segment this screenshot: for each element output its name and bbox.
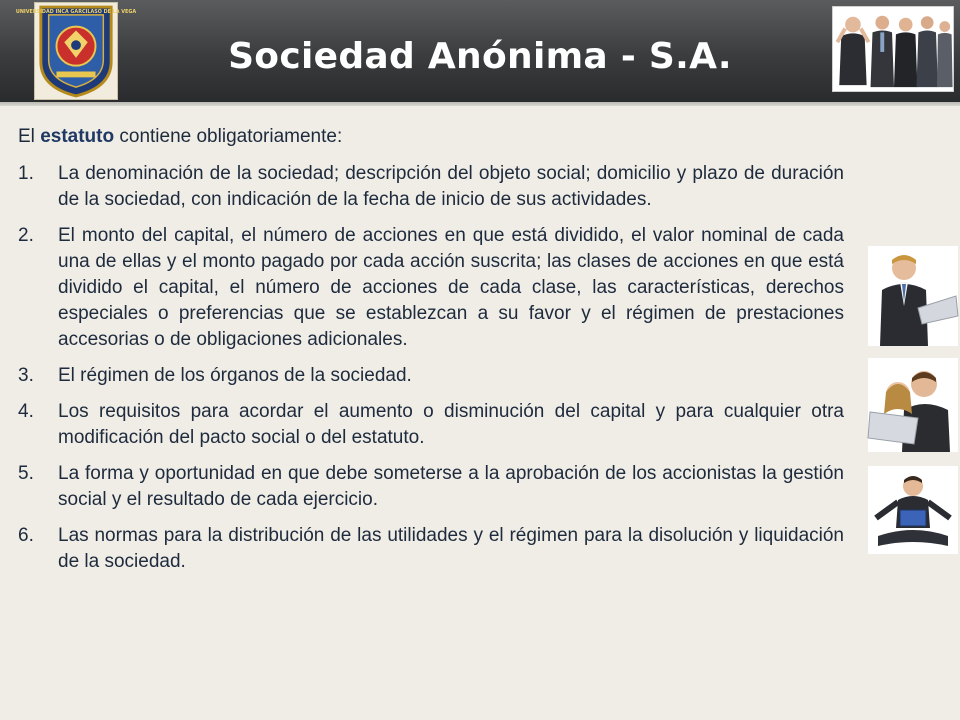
list-item-text: El monto del capital, el número de acciones en que está dividido, el valor nominal de cada una de ellas y el monto pagado por cada acción suscrita; las clases de acciones en que está dividido el capital, el número de acciones de cada clase, las características, derechos especiales o preferencias que se establezcan a su favor y el régimen de prestaciones accesorias o de obligaciones adicionales.: [58, 225, 844, 350]
list-item: [18, 363, 844, 389]
man-with-laptop-photo: [868, 246, 958, 346]
list-item-number: 5.: [18, 463, 34, 484]
list-item-text: Los requisitos para acordar el aumento o disminución del capital y para cualquier otra modificación del pacto social o del estatuto.: [58, 401, 844, 448]
header-divider: [0, 102, 960, 106]
page-title: Sociedad Anónima - S.A.: [228, 36, 732, 77]
list-item: [18, 523, 844, 575]
list-item-number: 6.: [18, 525, 34, 546]
list-item-number: 1.: [18, 163, 34, 184]
intro-text: El estatuto contiene obligatoriamente:: [18, 126, 343, 147]
list-item-number: 3.: [18, 365, 34, 386]
keyword-estatuto: estatuto: [40, 126, 115, 147]
list-item: [18, 223, 844, 353]
man-sitting-with-laptop-photo: [868, 466, 958, 554]
list-item-number: 2.: [18, 225, 34, 246]
list-item-text: La forma y oportunidad en que debe someterse a la aprobación de los accionistas la gestión social y el resultado de cada ejercicio.: [58, 463, 844, 510]
university-logo: [15, 2, 137, 100]
list-item-number: 4.: [18, 401, 34, 422]
list-item-text: El régimen de los órganos de la sociedad.: [58, 365, 412, 386]
list-item-text: Las normas para la distribución de las utilidades y el régimen para la disolución y liquidación de la sociedad.: [58, 525, 844, 572]
list-item: [18, 399, 844, 451]
statute-content: [18, 124, 844, 585]
list-item: [18, 461, 844, 513]
svg-text:UNIVERSIDAD INCA GARCILASO DE: UNIVERSIDAD INCA GARCILASO DE LA VEGA: [15, 8, 137, 15]
list-item-text: La denominación de la sociedad; descripción del objeto social; domicilio y plazo de duración de la sociedad, con indicación de la fecha de inicio de sus actividades.: [58, 163, 844, 210]
business-people-photo: [832, 6, 954, 92]
couple-with-laptop-photo: [868, 358, 958, 452]
list-item: [18, 161, 844, 213]
